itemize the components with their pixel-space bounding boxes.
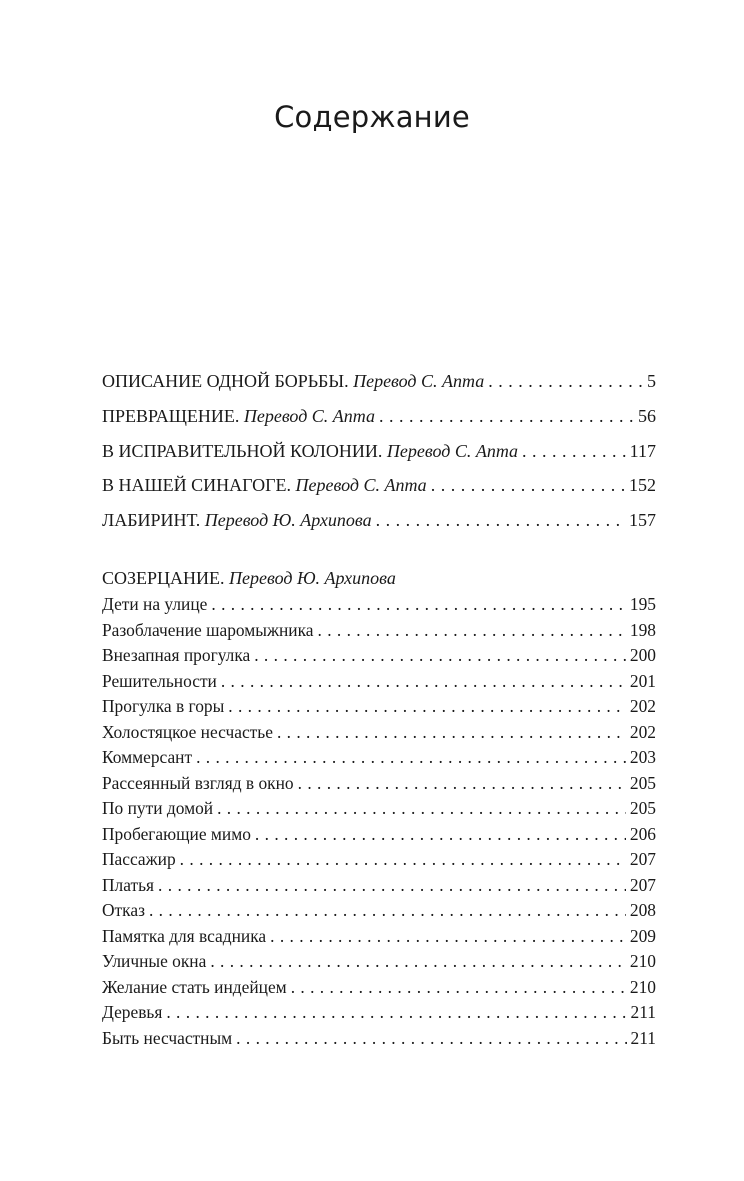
dot-leader: [158, 873, 626, 897]
toc-item[interactable]: [102, 618, 656, 642]
toc-entry-translator: Перевод С. Апта: [386, 441, 519, 461]
toc-entry[interactable]: [102, 473, 656, 497]
toc-item-title: Памятка для всадника: [102, 925, 267, 946]
toc-entry-translator: Перевод С. Апта: [243, 406, 376, 426]
toc-item-page: 206: [629, 823, 656, 844]
section-heading: [102, 566, 396, 590]
dot-leader: [488, 369, 643, 393]
dot-leader: [180, 847, 626, 871]
toc-item-page: 195: [629, 594, 656, 614]
dot-leader: [298, 771, 626, 795]
dot-leader: [149, 898, 626, 922]
dot-leader: [376, 508, 625, 532]
toc-item[interactable]: [102, 796, 656, 820]
dot-leader: [254, 643, 626, 667]
toc-item[interactable]: [102, 847, 656, 871]
toc-item-page: 201: [629, 670, 656, 691]
dot-leader: [270, 924, 626, 948]
toc-item-page: 207: [629, 849, 656, 869]
toc-item[interactable]: [102, 1000, 656, 1024]
toc-item-page: 211: [630, 1027, 656, 1048]
toc-entry-translator: Перевод Ю. Архипова: [204, 510, 372, 530]
toc-item-page: 203: [629, 747, 656, 767]
toc-item-title: Уличные окна: [102, 951, 207, 971]
dot-leader: [211, 592, 626, 616]
toc-item-page: 211: [630, 1002, 656, 1022]
toc-item-page: 209: [629, 925, 656, 946]
toc-item[interactable]: [102, 669, 656, 693]
toc-item[interactable]: [102, 643, 656, 667]
toc-item-title: Решительности: [102, 670, 217, 691]
toc-item-title: Пробегающие мимо: [102, 823, 251, 844]
dot-leader: [217, 796, 626, 820]
toc-item-title: Деревья: [102, 1002, 163, 1022]
toc-item[interactable]: [102, 694, 656, 718]
toc-item-page: 210: [629, 951, 656, 971]
toc-entry-translator: Перевод С. Апта: [353, 371, 485, 391]
toc-item-title: Рассеянный взгляд в окно: [102, 772, 294, 793]
toc-entry[interactable]: [102, 439, 656, 463]
toc-item[interactable]: [102, 975, 656, 999]
toc-item[interactable]: [102, 949, 656, 973]
toc-item-title: Отказ: [102, 900, 145, 920]
dot-leader: [228, 694, 626, 718]
toc-item[interactable]: [102, 592, 656, 616]
toc-item-page: 198: [629, 619, 656, 640]
toc-item[interactable]: [102, 771, 656, 795]
toc-entry-title: ЛАБИРИНТ.: [102, 510, 201, 530]
toc-entry-title: В НАШЕЙ СИНАГОГЕ.: [102, 475, 292, 495]
toc-entry-title: В ИСПРАВИТЕЛЬНОЙ КОЛОНИИ.: [102, 441, 383, 461]
toc-item[interactable]: [102, 745, 656, 769]
toc-item[interactable]: [102, 898, 656, 922]
dot-leader: [255, 822, 626, 846]
dot-leader: [236, 1026, 626, 1050]
toc-item-page: 202: [629, 696, 656, 716]
dot-leader: [291, 975, 626, 999]
toc-entry-title: ПРЕВРАЩЕНИЕ.: [102, 406, 240, 426]
section-title: СОЗЕРЦАНИЕ.: [102, 568, 225, 588]
dot-leader: [431, 473, 625, 497]
toc-entry-page: 117: [629, 441, 656, 461]
toc-item[interactable]: [102, 873, 656, 897]
toc-entry[interactable]: [102, 404, 656, 428]
toc-entry-page: 56: [638, 406, 656, 426]
toc-entry-translator: Перевод С. Апта: [295, 475, 427, 495]
toc-entry-title: ОПИСАНИЕ ОДНОЙ БОРЬБЫ.: [102, 371, 349, 391]
toc-item-page: 210: [629, 976, 656, 997]
dot-leader: [221, 669, 626, 693]
toc-item-title: Внезапная прогулка: [102, 645, 251, 665]
dot-leader: [196, 745, 626, 769]
toc-entry-page: 5: [647, 371, 656, 391]
toc-item-page: 205: [629, 772, 656, 793]
dot-leader: [210, 949, 626, 973]
toc-item-page: 202: [629, 721, 656, 742]
toc-entry[interactable]: [102, 369, 656, 393]
dot-leader: [277, 720, 626, 744]
toc-item-title: Прогулка в горы: [102, 696, 225, 716]
dot-leader: [522, 439, 626, 463]
toc-item-page: 208: [629, 900, 656, 920]
toc-item-page: 205: [629, 798, 656, 818]
toc-item-title: Платья: [102, 874, 155, 895]
toc-item[interactable]: [102, 924, 656, 948]
toc-item-title: Быть несчастным: [102, 1027, 233, 1048]
toc-item-title: Разоблачение шаромыжника: [102, 619, 314, 640]
dot-leader: [166, 1000, 626, 1024]
toc-item-title: Коммерсант: [102, 747, 193, 767]
toc-item-title: Пассажир: [102, 849, 176, 869]
toc-item-title: Желание стать индейцем: [102, 976, 287, 997]
dot-leader: [318, 618, 626, 642]
section-translator: Перевод Ю. Архипова: [229, 568, 396, 588]
toc-item[interactable]: [102, 1026, 656, 1050]
page-title: Содержание: [274, 100, 470, 134]
toc-item-title: Холостяцкое несчастье: [102, 721, 273, 742]
toc-item-page: 200: [629, 645, 656, 665]
toc-item-title: Дети на улице: [102, 594, 208, 614]
toc-entry-page: 157: [629, 510, 656, 530]
toc-entry-page: 152: [629, 475, 656, 495]
dot-leader: [379, 404, 634, 428]
toc-item-page: 207: [629, 874, 656, 895]
toc-entry[interactable]: [102, 508, 656, 532]
toc-item[interactable]: [102, 720, 656, 744]
toc-item[interactable]: [102, 822, 656, 846]
toc-item-title: По пути домой: [102, 798, 214, 818]
